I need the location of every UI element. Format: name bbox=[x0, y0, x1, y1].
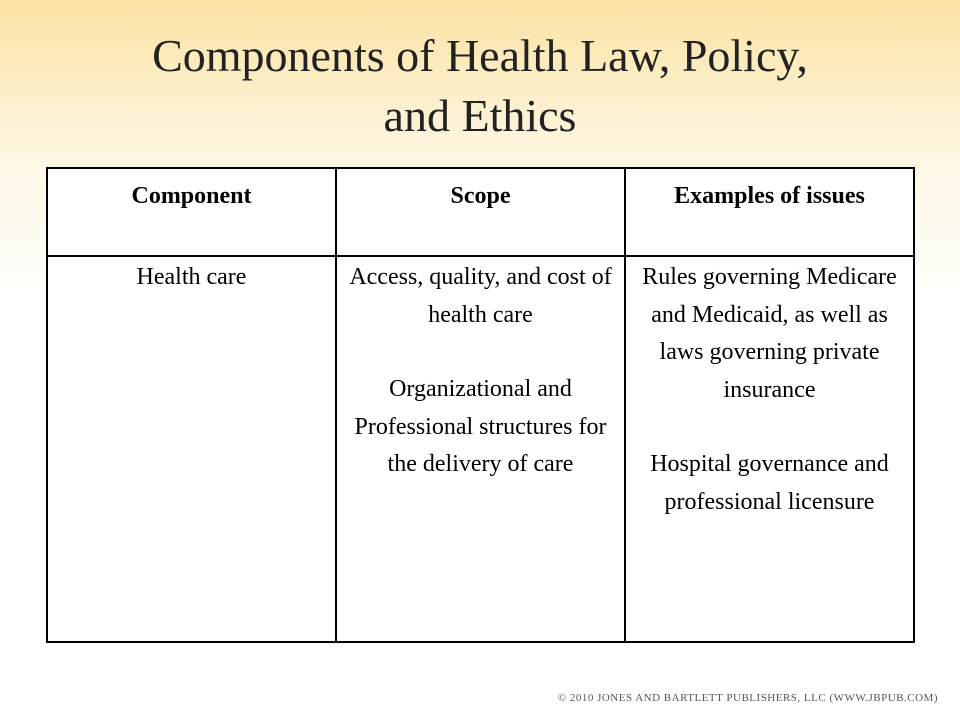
scope-paragraph-1: Access, quality, and cost of health care bbox=[349, 264, 612, 328]
cell-examples bbox=[625, 256, 914, 642]
examples-paragraph-1: Rules governing Medicare and Medicaid, as well as laws governing private insurance bbox=[642, 264, 897, 403]
slide-title-line-2: and Ethics bbox=[383, 90, 577, 141]
slide-title-line-1: Components of Health Law, Policy, bbox=[152, 30, 808, 81]
examples-paragraph-2: Hospital governance and professional licensure bbox=[650, 451, 889, 515]
cell-component bbox=[47, 256, 336, 642]
scope-paragraph-2: Organizational and Professional structures for the delivery of care bbox=[354, 376, 607, 477]
cell-scope bbox=[336, 256, 625, 642]
table-row bbox=[47, 256, 914, 642]
header-component: Component bbox=[47, 168, 336, 256]
components-table bbox=[46, 167, 915, 643]
slide-title bbox=[0, 26, 960, 146]
table-header-row bbox=[47, 168, 914, 256]
copyright-notice: © 2010 JONES AND BARTLETT PUBLISHERS, LLC (WWW.JBPUB.COM) bbox=[557, 692, 938, 704]
component-text: Health care bbox=[136, 264, 247, 290]
header-examples: Examples of issues bbox=[625, 168, 914, 256]
header-scope: Scope bbox=[336, 168, 625, 256]
